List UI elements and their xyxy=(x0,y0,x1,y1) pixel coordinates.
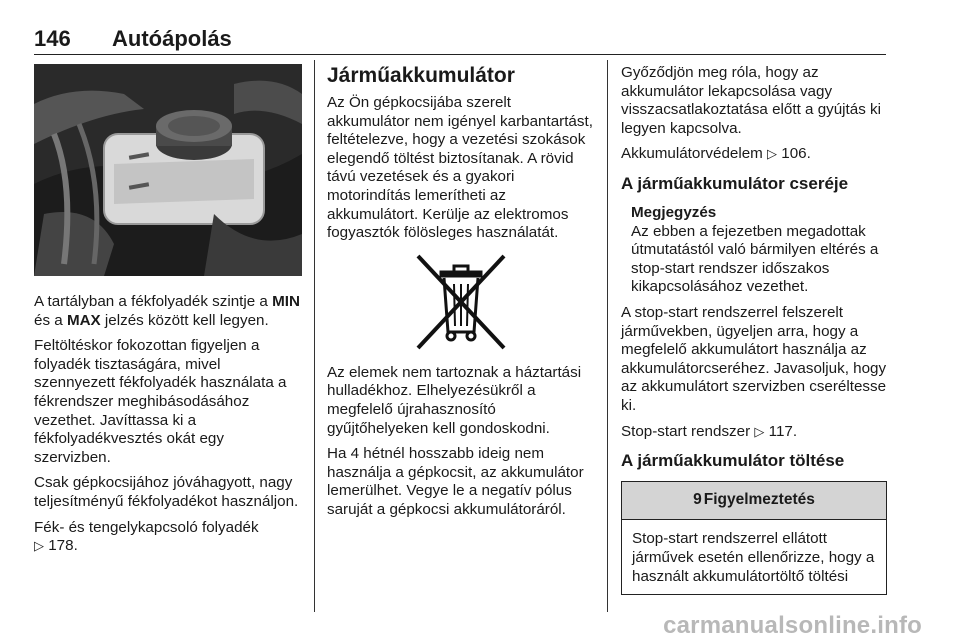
column-divider xyxy=(607,60,608,612)
warning-text: Stop-start rendszerrel ellátott járművek esetén ellenőrizze, hogy a használt akkumulátortöltő töltési xyxy=(632,530,875,586)
section-heading: Járműakkumulátor xyxy=(327,64,515,87)
max-mark: MAX xyxy=(66,311,101,329)
paragraph: Győződjön meg róla, hogy az akkumulátor lekapcsolása vagy visszacsatlakoztatása előtt a gyújtás ki legyen kapcsolva. xyxy=(621,64,881,137)
warning-icon: 9 xyxy=(693,491,702,509)
paragraph: Feltöltéskor fokozottan figyeljen a folyadék tisztaságára, mivel szennyezett fékfolyadék használata a fékrendszer meghibásodásához vezethet. Javíttassa ki a fékfolyadékvesztés okát egy szervizben. xyxy=(34,337,287,466)
crossed-bin-icon xyxy=(406,250,516,352)
paragraph: A tartályban a fékfolyadék szintje a MIN és a MAX jelzés között kell legyen. xyxy=(34,293,300,329)
paragraph: Akkumulátorvédelem ▷ 106. xyxy=(621,145,811,163)
paragraph: Az elemek nem tartoznak a háztartási hulladékhoz. Elhelyezésükről a megfelelő újrahasznosító gyűjtőhelyeken kell gondoskodni. xyxy=(327,363,582,437)
paragraph: Csak gépkocsijához jóváhagyott, nagy teljesítményű fékfolyadékot használjon. xyxy=(34,474,299,510)
warning-title: Figyelmeztetés xyxy=(703,491,815,509)
page-reference: 178. xyxy=(48,537,78,555)
subsection-heading: A járműakkumulátor cseréje xyxy=(621,173,849,193)
page-header xyxy=(34,24,886,55)
min-mark: MIN xyxy=(272,293,300,310)
note-box xyxy=(631,204,887,297)
page-number: 146 xyxy=(34,26,71,51)
page-ref-arrow-icon: ▷ xyxy=(754,423,765,439)
paragraph: Az Ön gépkocsijába szerelt akkumulátor nem igényel karbantartást, feltételezve, hogy a vezetési szokások elegendő töltést biztosítanak. A rövid távú vezetések és a gyakori motorindítás lemerítheti az akkumulátort. Kerülje az elektromos fogyasztók fölösleges használatát. xyxy=(327,94,593,242)
column-left xyxy=(34,64,302,563)
paragraph: Fék- és tengelykapcsoló folyadék ▷ 178. xyxy=(34,518,259,555)
paragraph: Ha 4 hétnél hosszabb ideig nem használja a gépkocsit, az akkumulátor lemerülhet. Vegye le a negatív pólus saruját a gépkocsi akkumulátoráról. xyxy=(327,445,584,518)
page-ref-arrow-icon: ▷ xyxy=(34,538,44,554)
column-divider xyxy=(314,60,315,612)
page-reference: 106. xyxy=(781,145,811,163)
page-reference: 117. xyxy=(768,422,798,440)
column-right xyxy=(621,64,887,595)
warning-header xyxy=(622,482,886,520)
paragraph: Stop-start rendszer ▷ 117. xyxy=(621,422,798,440)
page-title: Autóápolás xyxy=(112,26,232,51)
brake-fluid-reservoir-photo xyxy=(34,64,302,276)
note-title: Megjegyzés xyxy=(631,203,717,221)
note-text: Az ebben a fejezetben megadottak útmutatástól való bármilyen eltérés a stop-start rendszer időszakos kikapcsolásához vezethet. xyxy=(631,222,879,296)
paragraph: A stop-start rendszerrel felszerelt járművekben, ügyeljen arra, hogy a megfelelő akkumulátort használja az akkumulátorcseréhez. Javasoljuk, hogy az akkumulátort szervizben cseréltesse ki. xyxy=(621,303,887,414)
warning-box xyxy=(621,481,887,595)
column-middle xyxy=(327,64,595,527)
watermark: carmanualsonline.info xyxy=(663,612,922,639)
page-ref-arrow-icon: ▷ xyxy=(767,146,778,162)
subsection-heading: A járműakkumulátor töltése xyxy=(621,451,845,471)
